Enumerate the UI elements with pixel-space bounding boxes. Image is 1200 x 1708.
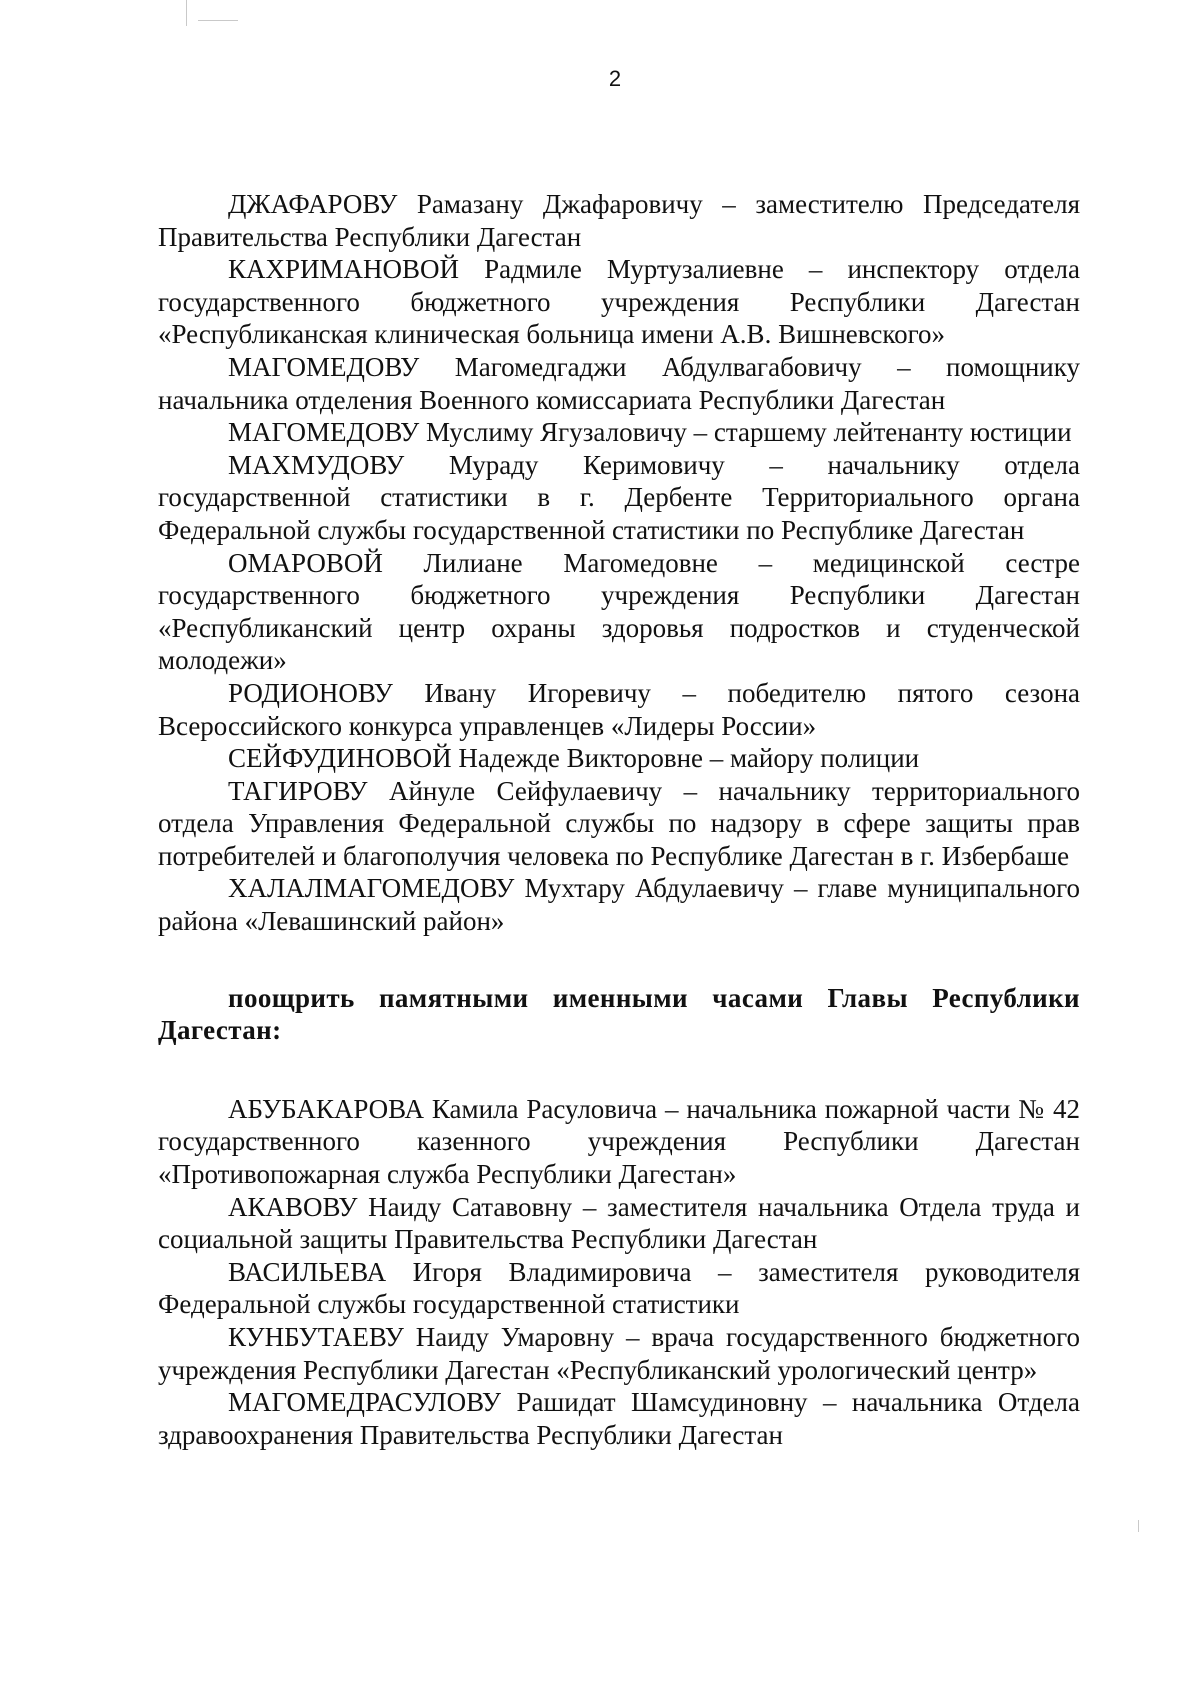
scan-edge-mark-top <box>186 0 187 26</box>
award-entry-omarova: ОМАРОВОЙ Лилиане Магомедовне – медицинской сестре государственного бюджетного учреждения Республики Дагестан «Республиканский центр охраны здоровья подростков и студенческой молодежи» <box>158 547 1080 676</box>
award-entry-rodionov: РОДИОНОВУ Ивану Игоревичу – победителю пятого сезона Всероссийского конкурса управленцев «Лидеры России» <box>158 677 1080 741</box>
award-entry-magomedrasulova: МАГОМЕДРАСУЛОВУ Рашидат Шамсудиновну – начальника Отдела здравоохранения Правительства Республики Дагестан <box>158 1387 1080 1450</box>
document-body <box>158 188 1080 1451</box>
section-heading-watch-award: поощрить памятными именными часами Главы Республики Дагестан: <box>158 982 1080 1046</box>
award-entry-kakhrimanova: КАХРИМАНОВОЙ Радмиле Муртузалиевне – инспектору отдела государственного бюджетного учреждения Республики Дагестан «Республиканская клиническая больница имени А.В. Вишневского» <box>158 254 1080 350</box>
award-entry-kunbutaeva: КУНБУТАЕВУ Наиду Умаровну – врача государственного бюджетного учреждения Республики Дагестан «Республиканский урологический центр» <box>158 1322 1080 1385</box>
scan-edge-mark-top-dash <box>198 20 238 21</box>
scan-edge-mark-right <box>1138 1520 1139 1532</box>
award-entry-khalalmagomedov: ХАЛАЛМАГОМЕДОВУ Мухтару Абдулаевичу – главе муниципального района «Левашинский район» <box>158 873 1080 937</box>
award-entry-seyfudinova: СЕЙФУДИНОВОЙ Надежде Викторовне – майору полиции <box>228 743 920 774</box>
award-entry-magomedov-m-a: МАГОМЕДОВУ Магомедгаджи Абдулвагабовичу – помощнику начальника отделения Военного комиссариата Республики Дагестан <box>158 351 1080 415</box>
award-entry-makhmudov: МАХМУДОВУ Мураду Керимовичу – начальнику отдела государственной статистики в г. Дербенте Территориального органа Федеральной службы государственной статистики по Республике Дагестан <box>158 449 1080 545</box>
award-entry-djafarov: ДЖАФАРОВУ Рамазану Джафаровичу – заместителю Председателя Правительства Республики Дагестан <box>158 189 1080 252</box>
award-entry-abubakarov: АБУБАКАРОВА Камила Расуловича – начальника пожарной части № 42 государственного казенного учреждения Республики Дагестан «Противопожарная служба Республики Дагестан» <box>158 1093 1080 1190</box>
award-entry-akavova: АКАВОВУ Наиду Сатавовну – заместителя начальника Отдела труда и социальной защиты Правительства Республики Дагестан <box>158 1191 1080 1255</box>
award-entry-vasiliev: ВАСИЛЬЕВА Игоря Владимировича – заместителя руководителя Федеральной службы государственной статистики <box>158 1256 1080 1320</box>
page-number: 2 <box>608 66 622 91</box>
award-entry-tagirov: ТАГИРОВУ Айнуле Сейфулаевичу – начальнику территориального отдела Управления Федеральной службы по надзору в сфере защиты прав потребителей и благополучия человека по Республике Дагестан в г. Избербаше <box>158 775 1080 871</box>
award-entry-magomedov-m-ya: МАГОМЕДОВУ Муслиму Ягузаловичу – старшему лейтенанту юстиции <box>228 417 1072 448</box>
